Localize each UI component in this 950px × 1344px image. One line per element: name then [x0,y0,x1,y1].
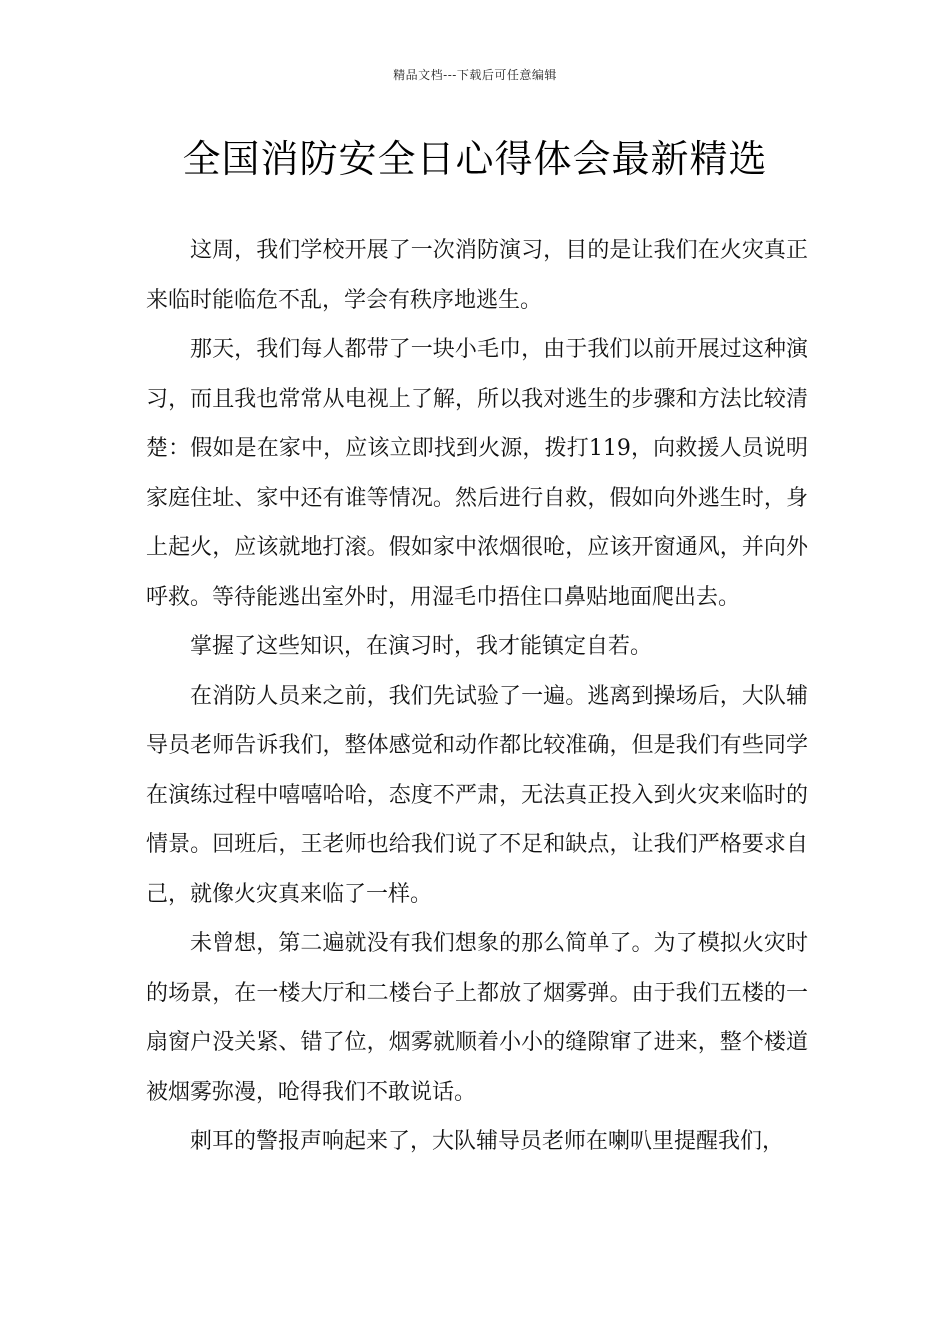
document-title: 全国消防安全日心得体会最新精选 [182,137,768,181]
paragraph: 掌握了这些知识，在演习时，我才能镇定自若。 [190,634,653,659]
paragraph: 未曾想，第二遍就没有我们想象的那么简单了。为了模拟火灾时的场景，在一楼大厅和二楼台子上都放了烟雾弹。由于我们五楼的一扇窗户没关紧、错了位，烟雾就顺着小小的缝隙窜了进来，整个楼道被烟雾弥漫，呛得我们不敢说话。 [146,931,808,1105]
document-body [146,226,808,1167]
paragraph: 在消防人员来之前，我们先试验了一遍。逃离到操场后，大队辅导员老师告诉我们，整体感觉和动作都比较准确，但是我们有些同学在演练过程中嘻嘻哈哈，态度不严肃，无法真正投入到火灾来临时的情景。回班后，王老师也给我们说了不足和缺点，让我们严格要求自己，就像火灾真来临了一样。 [146,683,808,907]
paragraph: 这周，我们学校开展了一次消防演习，目的是让我们在火灾真正来临时能临危不乱，学会有秩序地逃生。 [146,238,808,313]
paragraph: 刺耳的警报声响起来了，大队辅导员老师在喇叭里提醒我们， [190,1129,785,1154]
header-note: 精品文档---下载后可任意编辑 [393,68,557,82]
paragraph: 那天，我们每人都带了一块小毛巾，由于我们以前开展过这种演习，而且我也常常从电视上了解，所以我对逃生的步骤和方法比较清楚：假如是在家中，应该立即找到火源，拨打119，向救援人员说明家庭住址、家中还有谁等情况。然后进行自救，假如向外逃生时，身上起火，应该就地打滚。假如家中浓烟很呛，应该开窗通风，并向外呼救。等待能逃出室外时，用湿毛巾捂住口鼻贴地面爬出去。 [146,337,808,610]
